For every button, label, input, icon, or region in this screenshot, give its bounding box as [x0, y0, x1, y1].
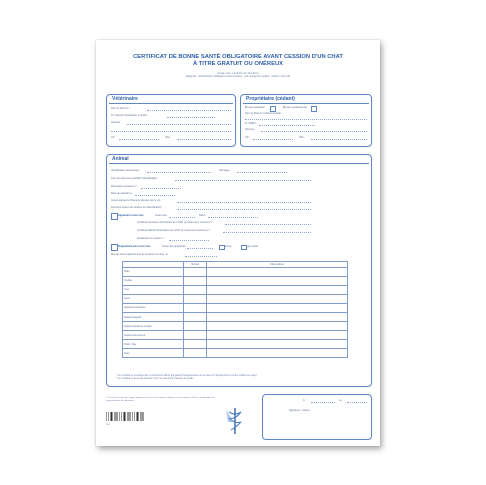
divider — [109, 163, 369, 164]
observations-cell[interactable] — [207, 312, 348, 321]
observations-cell[interactable] — [207, 340, 348, 349]
table-row — [123, 331, 348, 340]
donnees-fichiers-field[interactable] — [177, 209, 311, 210]
normal-cell[interactable] — [184, 294, 207, 303]
document-title — [112, 54, 364, 68]
vet-name-field[interactable] — [147, 110, 231, 111]
autres-elements-field[interactable] — [177, 202, 311, 203]
type-racial-label: Type racial — [246, 245, 259, 248]
vet-address-field-2[interactable] — [111, 131, 231, 132]
portee-field[interactable] — [169, 240, 209, 241]
signature-label: Signature / Cachet — [289, 409, 310, 412]
birthdate-field[interactable] — [135, 195, 175, 196]
siret-field[interactable] — [259, 125, 315, 126]
normal-cell[interactable] — [184, 276, 207, 285]
table-row — [123, 303, 348, 312]
subtitle-line-2: (Rappels : identification obligatoire avant cession : à la charge du cédant - article L.212-10) — [185, 75, 291, 79]
table-header-normal: Normal — [184, 262, 207, 268]
particulier-label: Éleveur particulier — [245, 106, 266, 109]
observations-cell[interactable] — [207, 349, 348, 358]
certificate-sheet — [96, 40, 380, 446]
vet-address-label: Adresse : — [111, 121, 122, 124]
normal-cell[interactable] — [184, 312, 207, 321]
row-label: Appareil digestif — [123, 312, 184, 321]
table-row — [123, 312, 348, 321]
le-label: Le : — [339, 399, 344, 402]
owner-address-field[interactable] — [261, 131, 367, 132]
owner-cp-label: CP : — [245, 136, 250, 139]
fait-a-field[interactable] — [311, 402, 335, 403]
row-label: Appareil génital et urinaire — [123, 322, 184, 331]
document-subtitle — [126, 72, 350, 79]
note-line-2: * Ce certificat ne peut être apposé ni sur un document présenté au public. — [116, 377, 195, 381]
document-type-label: Type de document justifiant l'identification : — [111, 177, 159, 180]
passport-label: Passeport européen n° : — [111, 185, 138, 188]
owner-cp-field[interactable] — [253, 139, 293, 140]
divider — [109, 103, 233, 104]
caduceus-logo-icon — [224, 406, 246, 436]
row-label: Cœur — [123, 294, 184, 303]
table-row — [123, 322, 348, 331]
etat-sante-date-field[interactable] — [185, 256, 217, 257]
siret-label: N° SIRET : — [245, 122, 258, 125]
row-label: Oreilles — [123, 276, 184, 285]
vet-city-label: Ville : — [165, 136, 172, 139]
vet-order-label: N° national d'inscription à l'Ordre : — [111, 114, 149, 117]
lof-definitif-label: Certificat définitif d'inscription au LOOF (ou autre livre reconnu) n° : — [137, 229, 212, 232]
napp-race-checkbox[interactable] — [111, 244, 118, 251]
owner-city-label: Ville : — [299, 136, 306, 139]
fait-a-label: À : — [303, 399, 307, 402]
lof-provisoire-label: Certificat provisoire d'inscription au LOOF (ou autre livre reconnu) n° : — [137, 221, 215, 224]
subtitle-line-1: (Code rural, L.214-8 et D. 214-32-2) — [217, 72, 259, 75]
normal-cell[interactable] — [184, 322, 207, 331]
observations-cell[interactable] — [207, 331, 348, 340]
animal-box — [106, 154, 372, 387]
donnees-fichiers-label: Données issues des fichiers de l'identification : — [111, 206, 163, 209]
identification-field[interactable] — [147, 172, 211, 173]
lof-definitif-field[interactable] — [223, 232, 311, 233]
footer-code: F24 — [106, 424, 110, 426]
table-row — [123, 340, 348, 349]
observations-cell[interactable] — [207, 267, 348, 276]
vet-order-field[interactable] — [167, 117, 215, 118]
row-label: Autre — [123, 349, 184, 358]
proprietaire-heading: Propriétaire (cédant) — [246, 96, 295, 102]
table-row — [123, 349, 348, 358]
portee-label: Déclaration de portée n° : — [137, 237, 166, 240]
table-row — [123, 276, 348, 285]
code-race-apparente-label: Code race apparenté : — [162, 245, 187, 248]
tatouage-label: Tatouage : — [219, 169, 231, 172]
row-label: Appareil locomoteur — [123, 331, 184, 340]
normal-cell[interactable] — [184, 303, 207, 312]
barcode — [106, 412, 144, 421]
row-label: Peau — [123, 267, 184, 276]
identification-label: Identification électronique : — [111, 169, 141, 172]
signature-box — [262, 394, 372, 440]
title-line-2: À TITRE GRATUIT OU ONÉREUX — [192, 61, 284, 67]
observations-cell[interactable] — [207, 294, 348, 303]
observations-cell[interactable] — [207, 285, 348, 294]
table-header-observations: Observations — [207, 262, 348, 268]
normal-cell[interactable] — [184, 349, 207, 358]
normal-cell[interactable] — [184, 340, 207, 349]
observations-cell[interactable] — [207, 322, 348, 331]
document-type-field[interactable] — [175, 180, 311, 181]
table-row — [123, 267, 348, 276]
code-race-label: Code race : — [155, 214, 168, 217]
le-field[interactable] — [347, 402, 367, 403]
appartient-race-checkbox[interactable] — [111, 213, 118, 220]
owner-name-field[interactable] — [245, 119, 367, 120]
passport-field[interactable] — [141, 188, 181, 189]
autres-elements-label: Autres éléments observés attestés par le vét : — [111, 199, 162, 202]
vet-cp-field[interactable] — [119, 139, 159, 140]
code-race-apparente-field[interactable] — [187, 248, 213, 249]
observations-cell[interactable] — [207, 303, 348, 312]
vet-address-field[interactable] — [127, 124, 231, 125]
vet-name-label: Nom et Prénom : — [111, 107, 130, 110]
etat-sante-label: État de santé apparent lors de l'examen du chat : le : — [111, 253, 170, 256]
napp-race-label: N'appartient pas à une race — [118, 245, 151, 248]
title-line-1: CERTIFICAT DE BONNE SANTÉ OBLIGATOIRE AVANT CESSION D'UN CHAT — [133, 54, 343, 60]
divider — [243, 103, 369, 104]
owner-name-label: Nom et Prénom / Raison sociale : — [245, 112, 283, 115]
health-table — [122, 261, 348, 358]
row-label: Poids / Âge — [123, 340, 184, 349]
notes — [116, 374, 257, 381]
professionnel-checkbox[interactable] — [311, 106, 317, 112]
tatouage-field[interactable] — [237, 172, 287, 173]
owner-city-field[interactable] — [311, 139, 367, 140]
table-row — [123, 285, 348, 294]
normal-cell[interactable] — [184, 331, 207, 340]
vet-cp-label: CP : — [111, 136, 116, 139]
normal-cell[interactable] — [184, 267, 207, 276]
particulier-checkbox[interactable] — [270, 106, 276, 112]
birthdate-label: Date de naissance : — [111, 192, 134, 195]
veterinaire-heading: Vétérinaire — [112, 96, 138, 102]
croise-label: Croisé — [224, 245, 232, 248]
table-row — [123, 294, 348, 303]
row-label: Yeux — [123, 285, 184, 294]
footer-note: * Il n'est fait ici que des signes apparents à l'issue de l'examen clinique. Les documents relatifs à la demande de propriétaire ou du vétérinaire. — [106, 397, 215, 402]
veterinaire-box — [106, 94, 236, 147]
race-label: Race : — [199, 214, 207, 217]
professionnel-label: Éleveur professionnel — [283, 106, 308, 109]
owner-address-label: Adresse : — [245, 128, 256, 131]
vet-city-field[interactable] — [177, 139, 231, 140]
proprietaire-box — [240, 94, 372, 147]
code-race-field[interactable] — [169, 217, 195, 218]
normal-cell[interactable] — [184, 285, 207, 294]
observations-cell[interactable] — [207, 276, 348, 285]
lof-provisoire-field[interactable] — [225, 224, 311, 225]
row-label: Appareil respiratoire — [123, 303, 184, 312]
race-field[interactable] — [208, 217, 258, 218]
appartient-race-label: Appartient à une race — [118, 214, 144, 217]
animal-heading: Animal — [112, 156, 129, 162]
note-line-1: * Ce certificat ne constitue pas un document officiel qui garantit l'appartenance à une race (cf. Règlement de l'Ordre relatif à ce sujet). — [116, 374, 258, 377]
